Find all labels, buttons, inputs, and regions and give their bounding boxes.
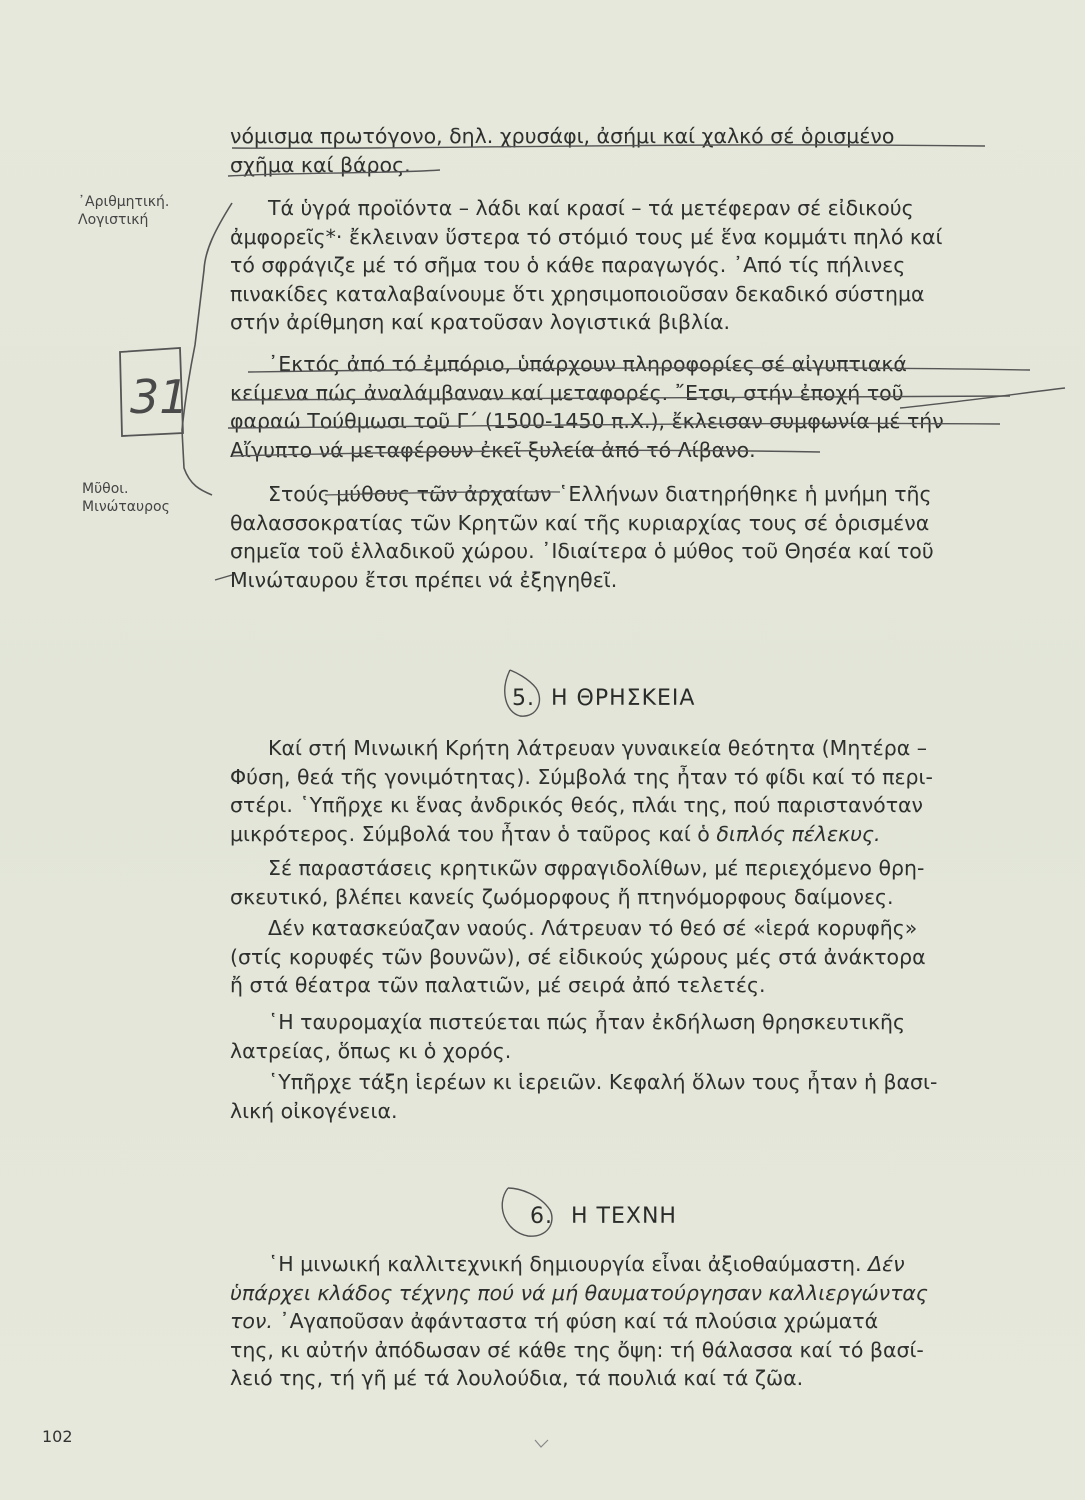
text-fragment: μικρότερος. Σύμβολά του ἦταν ὁ ταῦρος καί ὁ	[230, 821, 717, 846]
pencil-bracket	[182, 203, 232, 495]
text-line: σημεῖα τοῦ ἑλλαδικοῦ χώρου. ᾿Ιδιαίτερα ὁ μύθος τοῦ Θησέα καί τοῦ	[230, 539, 934, 563]
paragraph-bullfighting	[230, 1008, 995, 1065]
section-number: 6.	[530, 1204, 553, 1229]
text-line: ῾Υπῆρχε τάξη ἱερέων κι ἱερειῶν. Κεφαλή ὅλων τους ἦταν ἡ βασι-	[268, 1070, 938, 1094]
text-line: Καί στή Μινωική Κρήτη λάτρευαν γυναικεία θεότητα (Μητέρα –	[268, 736, 928, 760]
paragraph-trade	[230, 350, 995, 464]
text-line: ῾Η ταυρομαχία πιστεύεται πώς ἦταν ἐκδήλωση θρησκευτικῆς	[268, 1010, 906, 1034]
text-line: σχῆμα καί βάρος.	[230, 152, 411, 177]
page-number: 102	[42, 1427, 73, 1446]
text-line: ἤ στά θέατρα τῶν παλατιῶν, μέ σειρά ἀπό τελετές.	[230, 973, 766, 997]
italic-term-double-axe: διπλός πέλεκυς.	[716, 821, 881, 846]
text-line: κείμενα πώς ἀναλάμβαναν καί μεταφορές. ῎Ετσι, στήν ἐποχή τοῦ	[230, 380, 904, 405]
text-line: πινακίδες καταλαβαίνουμε ὅτι χρησιμοποιοῦσαν δεκαδικό σύστημα	[230, 281, 925, 306]
section-title: Η ΘΡΗΣΚΕΙΑ	[551, 686, 696, 711]
section-number: 5.	[512, 686, 535, 711]
text-line: Σέ παραστάσεις κρητικῶν σφραγιδολίθων, μέ περιεχόμενο θρη-	[268, 856, 925, 880]
text-line: λειό της, τή γῆ μέ τά λουλούδια, τά πουλιά καί τά ζῶα.	[230, 1366, 804, 1390]
text-line: Αἴγυπτο νά μεταφέρουν ἐκεῖ ξυλεία ἀπό τό Λίβανο.	[230, 437, 756, 462]
text-line: Δέν κατασκεύαζαν ναούς. Λάτρευαν τό θεό σέ «ἱερά κορυφῆς»	[268, 916, 918, 940]
text-line	[230, 1307, 995, 1336]
text-line: φαραώ Τούθμωσι τοῦ Γ΄ (1500-1450 π.Χ.), ἔκλεισαν συμφωνία μέ τήν	[230, 409, 944, 433]
section-heading-religion	[512, 686, 695, 711]
text-line: ἀμφορεῖς*· ἔκλειναν ὕστερα τό στόμιό τους μέ ἕνα κομμάτι πηλό καί	[230, 224, 943, 249]
italic-fragment: Δέν	[868, 1252, 905, 1276]
margin-note-arithmetic	[78, 193, 198, 229]
paragraph-art	[230, 1250, 995, 1393]
text-line: Μινώταυρου ἔτσι πρέπει νά ἐξηγηθεῖ.	[230, 567, 618, 592]
text-line: τό σφράγιζε μέ τό σῆμα του ὁ κάθε παραγωγός. ᾿Από τίς πήλινες	[230, 253, 906, 277]
italic-fragment: ὑπάρχει κλάδος τέχνης πού νά μή θαυματούργησαν καλλιεργώντας	[230, 1280, 928, 1305]
paragraph-myths	[230, 480, 995, 594]
text-line: στήν ἀρίθμηση καί κρατοῦσαν λογιστικά βιβλία.	[230, 310, 731, 334]
text-line: θαλασσοκρατίας τῶν Κρητῶν καί τῆς κυριαρχίας τους σέ ὁρισμένα	[230, 510, 930, 535]
text-line: (στίς κορυφές τῶν βουνῶν), σέ εἰδικούς χώρους μές στά ἀνάκτορα	[230, 944, 926, 969]
text-line: ᾿Εκτός ἀπό τό ἐμπόριο, ὑπάρχουν πληροφορίες σέ αἰγυπτιακά	[268, 352, 907, 376]
text-fragment: ᾿Αγαποῦσαν ἀφάνταστα τή φύση καί τά πλούσια χρώματά	[272, 1309, 879, 1333]
text-line: νόμισμα πρωτόγονο, δηλ. χρυσάφι, ἀσήμι καί χαλκό σέ ὁρισμένο	[230, 124, 895, 148]
text-line: της, κι αὐτήν ἀπόδωσαν σέ κάθε της ὄψη: τή θάλασσα καί τό βασί-	[230, 1337, 924, 1362]
paragraph-goddess	[230, 734, 995, 848]
section-title: Η ΤΕΧΝΗ	[571, 1204, 677, 1229]
margin-note-myths	[82, 480, 202, 516]
handwritten-number: 31	[130, 370, 189, 424]
paragraph-priests	[230, 1068, 995, 1125]
margin-note-line: Μινώταυρος	[82, 499, 170, 515]
text-line	[230, 1279, 995, 1308]
text-line: σκευτικό, βλέπει κανείς ζωόμορφους ἤ πτηνόμορφους δαίμονες.	[230, 884, 894, 909]
margin-note-line: Μῦθοι.	[82, 481, 129, 497]
text-line: Φύση, θεά τῆς γονιμότητας). Σύμβολά της ἦταν τό φίδι καί τό περι-	[230, 764, 933, 789]
paragraph-liquids	[230, 194, 995, 337]
pencil-mark	[535, 1440, 548, 1447]
text-fragment: ῾Η μινωική καλλιτεχνική δημιουργία εἶναι ἀξιοθαύμαστη.	[268, 1252, 869, 1276]
paragraph-seals	[230, 854, 995, 911]
text-line: στέρι. ῾Υπῆρχε κι ἕνας ἀνδρικός θεός, πλάι της, πού παριστανόταν	[230, 793, 923, 817]
pencil-box	[120, 348, 183, 436]
text-line: λική οἰκογένεια.	[230, 1098, 398, 1123]
italic-fragment: τον.	[230, 1309, 273, 1333]
paragraph-temples	[230, 914, 995, 1000]
text-line: Τά ὑγρά προϊόντα – λάδι καί κρασί – τά μετέφεραν σέ εἰδικούς	[268, 196, 914, 220]
margin-note-line: ᾿Αριθμητική.	[78, 194, 170, 210]
text-line	[230, 820, 995, 849]
margin-note-line: Λογιστική	[78, 212, 149, 228]
paragraph-currency-end	[230, 122, 995, 179]
text-line: Στούς μύθους τῶν ἀρχαίων ῾Ελλήνων διατηρήθηκε ἡ μνήμη τῆς	[268, 482, 932, 506]
text-line	[230, 1250, 995, 1279]
text-line: λατρείας, ὅπως κι ὁ χορός.	[230, 1038, 512, 1063]
section-heading-art	[530, 1204, 677, 1229]
